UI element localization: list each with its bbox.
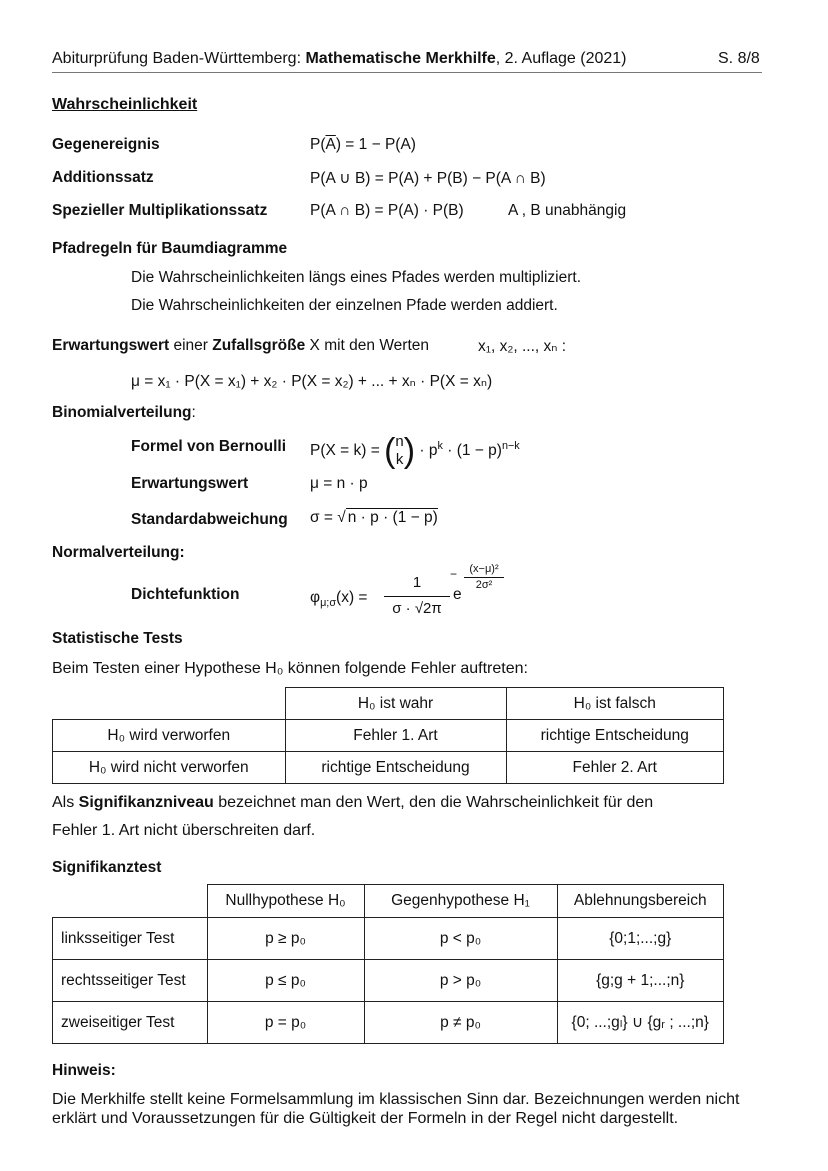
table-row: H₀ wird verworfen Fehler 1. Art richtige Entscheidung	[53, 720, 724, 752]
section-title: Wahrscheinlichkeit	[52, 96, 198, 113]
rule-label-multiplication: Spezieller Multiplikationssatz	[52, 202, 268, 219]
tests-title: Statistische Tests	[52, 630, 183, 647]
tests-intro: Beim Testen einer Hypothese H₀ können folgende Fehler auftreten:	[52, 660, 528, 677]
sigtest-table	[52, 884, 724, 1044]
bernoulli-formula: P(X = k) = ( n k ) · $p^k \cdot (1 - p)^{n-k}$	[310, 432, 520, 471]
error-table	[52, 687, 724, 784]
sigtest-header: Nullhypothese H₀	[207, 885, 364, 918]
sigtest-header: Gegenhypothese H₁	[364, 885, 557, 918]
table-row: linksseitiger Test p ≥ p₀ p < p₀ {0;1;...;g}	[53, 918, 724, 960]
binomial-coefficient: n k	[395, 433, 404, 469]
rule-formula-complement: $P(\overline{A}) = 1 - P(A)$	[310, 136, 416, 153]
table-row: rechtsseitiger Test p ≤ p₀ p > p₀ {g;g + 1;...;n}	[53, 960, 724, 1002]
page-number: S. 8/8	[718, 50, 760, 67]
rule-label-complement: Gegenereignis	[52, 136, 160, 153]
normal-title: Normalverteilung:	[52, 544, 185, 561]
rule-note-independent: A , B unabhängig	[508, 202, 627, 219]
error-table-header: H₀ ist falsch	[506, 688, 724, 720]
binomial-title: Binomialverteilung:	[52, 404, 196, 421]
table-row: H₀ wird nicht verworfen richtige Entscheidung Fehler 2. Art	[53, 752, 724, 784]
hint-title: Hinweis:	[52, 1062, 116, 1079]
header-prefix: Abiturprüfung Baden-Württemberg:	[52, 50, 306, 67]
rule-label-addition: Additionssatz	[52, 169, 154, 186]
density-label: Dichtefunktion	[131, 586, 240, 603]
significance-definition: Als Signifikanzniveau bezeichnet man den Wert, den die Wahrscheinlichkeit für den	[52, 794, 654, 811]
expected-heading: Erwartungswert einer Zufallsgröße X mit den Werten	[52, 337, 430, 354]
header-divider	[52, 72, 762, 73]
path-rule-add: Die Wahrscheinlichkeiten der einzelnen Pfade werden addiert.	[131, 297, 558, 314]
sd-formula: σ = √ n · p · (1 − p)	[310, 509, 438, 526]
hint-text-2: erklärt und Voraussetzungen für die Gültigkeit der Formeln in der Regel nicht dargestellt.	[52, 1110, 679, 1127]
sigtest-title: Signifikanztest	[52, 859, 162, 876]
significance-definition-2: Fehler 1. Art nicht überschreiten darf.	[52, 822, 316, 839]
header-edition: , 2. Auflage (2021)	[495, 50, 627, 67]
rule-formula-addition: P(A ∪ B) = P(A) + P(B) − P(A ∩ B)	[310, 170, 546, 187]
path-rules-title: Pfadregeln für Baumdiagramme	[52, 240, 288, 257]
path-rule-multiply: Die Wahrscheinlichkeiten längs eines Pfades werden multipliziert.	[131, 269, 581, 286]
ew-formula: μ = n · p	[310, 475, 368, 492]
table-row: zweiseitiger Test p = p₀ p ≠ p₀ {0; ...;gₗ} ∪ {gᵣ ; ...;n}	[53, 1002, 724, 1044]
page-header	[52, 50, 627, 68]
bernoulli-label: Formel von Bernoulli	[131, 438, 287, 455]
sd-label: Standardabweichung	[131, 511, 288, 528]
rule-formula-multiplication: P(A ∩ B) = P(A) · P(B)	[310, 202, 464, 219]
sigtest-header: Ablehnungsbereich	[557, 885, 724, 918]
expected-values: x₁, x₂, ..., xₙ :	[478, 338, 567, 355]
hint-text-1: Die Merkhilfe stellt keine Formelsammlung im klassischen Sinn dar. Bezeichnungen werden nicht	[52, 1091, 740, 1108]
ew-label: Erwartungswert	[131, 475, 249, 492]
header-title: Mathematische Merkhilfe	[305, 50, 496, 67]
expected-formula: μ = x₁ · P(X = x₁) + x₂ · P(X = x₂) + ... + xₙ · P(X = xₙ)	[131, 373, 493, 390]
error-table-header: H₀ ist wahr	[285, 688, 506, 720]
